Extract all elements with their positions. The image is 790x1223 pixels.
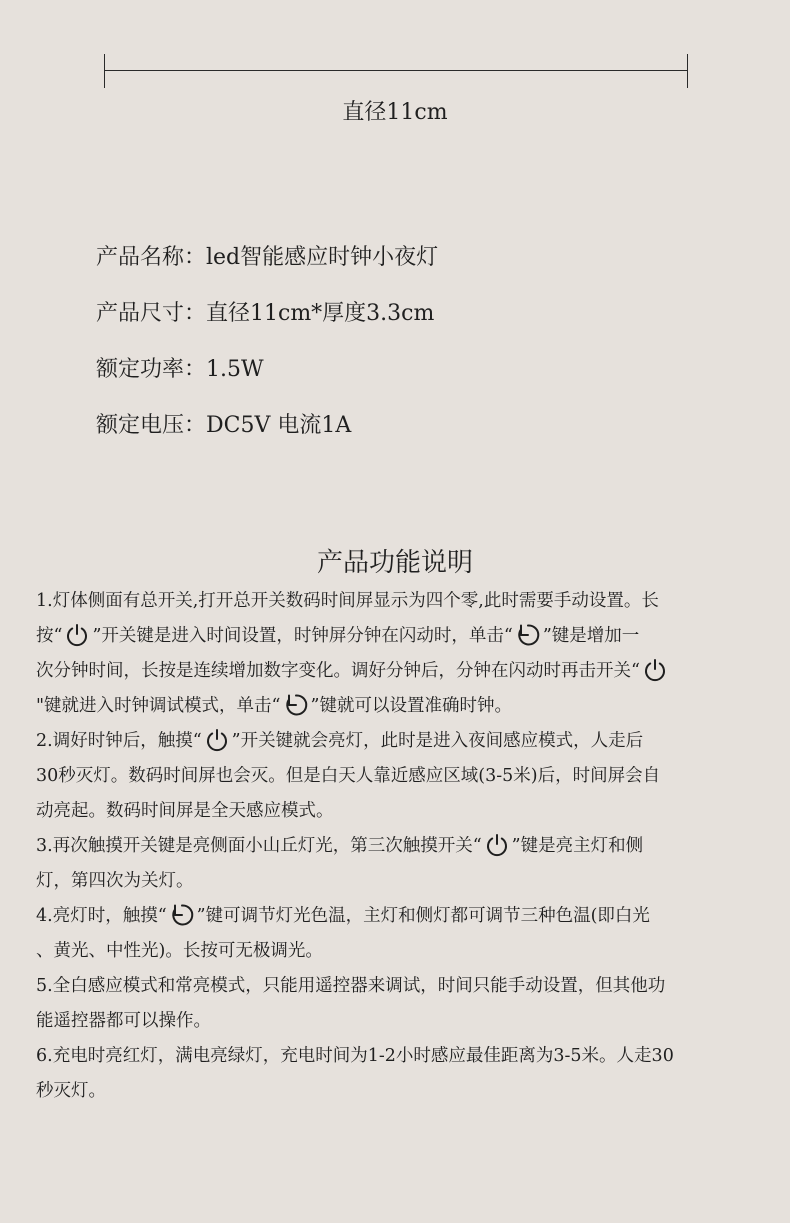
desc-line xyxy=(36,864,758,899)
desc-text: ”开关键是进入时间设置，时钟屏分钟在闪动时，单击“ xyxy=(92,626,513,646)
power-icon xyxy=(204,727,230,753)
timer-icon xyxy=(283,692,309,718)
desc-text: 秒灭灯。 xyxy=(36,1081,106,1101)
desc-line xyxy=(36,969,758,1004)
desc-text: 2.调好时钟后，触摸“ xyxy=(36,731,202,751)
desc-line xyxy=(36,584,758,619)
desc-text: ”键是亮主灯和侧 xyxy=(511,836,644,856)
desc-line xyxy=(36,619,758,654)
desc-line xyxy=(36,1004,758,1039)
desc-text: 按“ xyxy=(36,626,63,646)
desc-text: 30秒灭灯。数码时间屏也会灭。但是白天人靠近感应区域(3-5米)后，时间屏会自 xyxy=(36,766,661,786)
desc-line xyxy=(36,724,758,759)
desc-text: 能遥控器都可以操作。 xyxy=(36,1011,211,1031)
dimension-line xyxy=(104,70,688,71)
power-icon xyxy=(64,622,90,648)
desc-text: 灯，第四次为关灯。 xyxy=(36,871,194,891)
function-description xyxy=(36,584,758,1109)
desc-text: ”开关键就会亮灯，此时是进入夜间感应模式，人走后 xyxy=(231,731,644,751)
power-icon xyxy=(642,657,668,683)
desc-line xyxy=(36,829,758,864)
desc-line xyxy=(36,654,758,689)
timer-icon xyxy=(515,622,541,648)
desc-text: 4.亮灯时，触摸“ xyxy=(36,906,167,926)
spec-list xyxy=(96,240,438,464)
dimension-tick-left xyxy=(104,54,105,88)
section-title: 产品功能说明 xyxy=(316,548,473,578)
desc-text: 3.再次触摸开关键是亮侧面小山丘灯光，第三次触摸开关“ xyxy=(36,836,482,856)
dimension-tick-right xyxy=(687,54,688,88)
desc-line xyxy=(36,689,758,724)
desc-text: 6.充电时亮红灯，满电亮绿灯，充电时间为1-2小时感应最佳距离为3-5米。人走30 xyxy=(36,1046,674,1066)
desc-text: ”键可调节灯光色温，主灯和侧灯都可调节三种色温(即白光 xyxy=(196,906,650,926)
power-icon xyxy=(484,832,510,858)
spec-rated-voltage: 额定电压：DC5V 电流1A xyxy=(96,413,352,438)
desc-line xyxy=(36,794,758,829)
desc-text: 动亮起。数码时间屏是全天感应模式。 xyxy=(36,801,334,821)
desc-line xyxy=(36,934,758,969)
spec-product-size: 产品尺寸：直径11cm*厚度3.3cm xyxy=(96,301,435,326)
desc-line xyxy=(36,899,758,934)
desc-text: 5.全白感应模式和常亮模式，只能用遥控器来调试，时间只能手动设置，但其他功 xyxy=(36,976,666,996)
diameter-label: 直径11cm xyxy=(342,100,448,125)
desc-text: "键就进入时钟调试模式，单击“ xyxy=(36,696,281,716)
desc-text: 1.灯体侧面有总开关,打开总开关数码时间屏显示为四个零,此时需要手动设置。长 xyxy=(36,591,659,611)
desc-text: 次分钟时间，长按是连续增加数字变化。调好分钟后，分钟在闪动时再击开关“ xyxy=(36,661,640,681)
timer-icon xyxy=(169,902,195,928)
desc-line xyxy=(36,1074,758,1109)
spec-rated-power: 额定功率：1.5W xyxy=(96,357,264,382)
desc-line xyxy=(36,759,758,794)
spec-product-name: 产品名称：led智能感应时钟小夜灯 xyxy=(96,245,439,270)
desc-text: 、黄光、中性光)。长按可无极调光。 xyxy=(36,941,323,961)
desc-line xyxy=(36,1039,758,1074)
desc-text: ”键是增加一 xyxy=(542,626,640,646)
desc-text: ”键就可以设置准确时钟。 xyxy=(310,696,512,716)
diameter-dimension-line xyxy=(104,54,688,88)
